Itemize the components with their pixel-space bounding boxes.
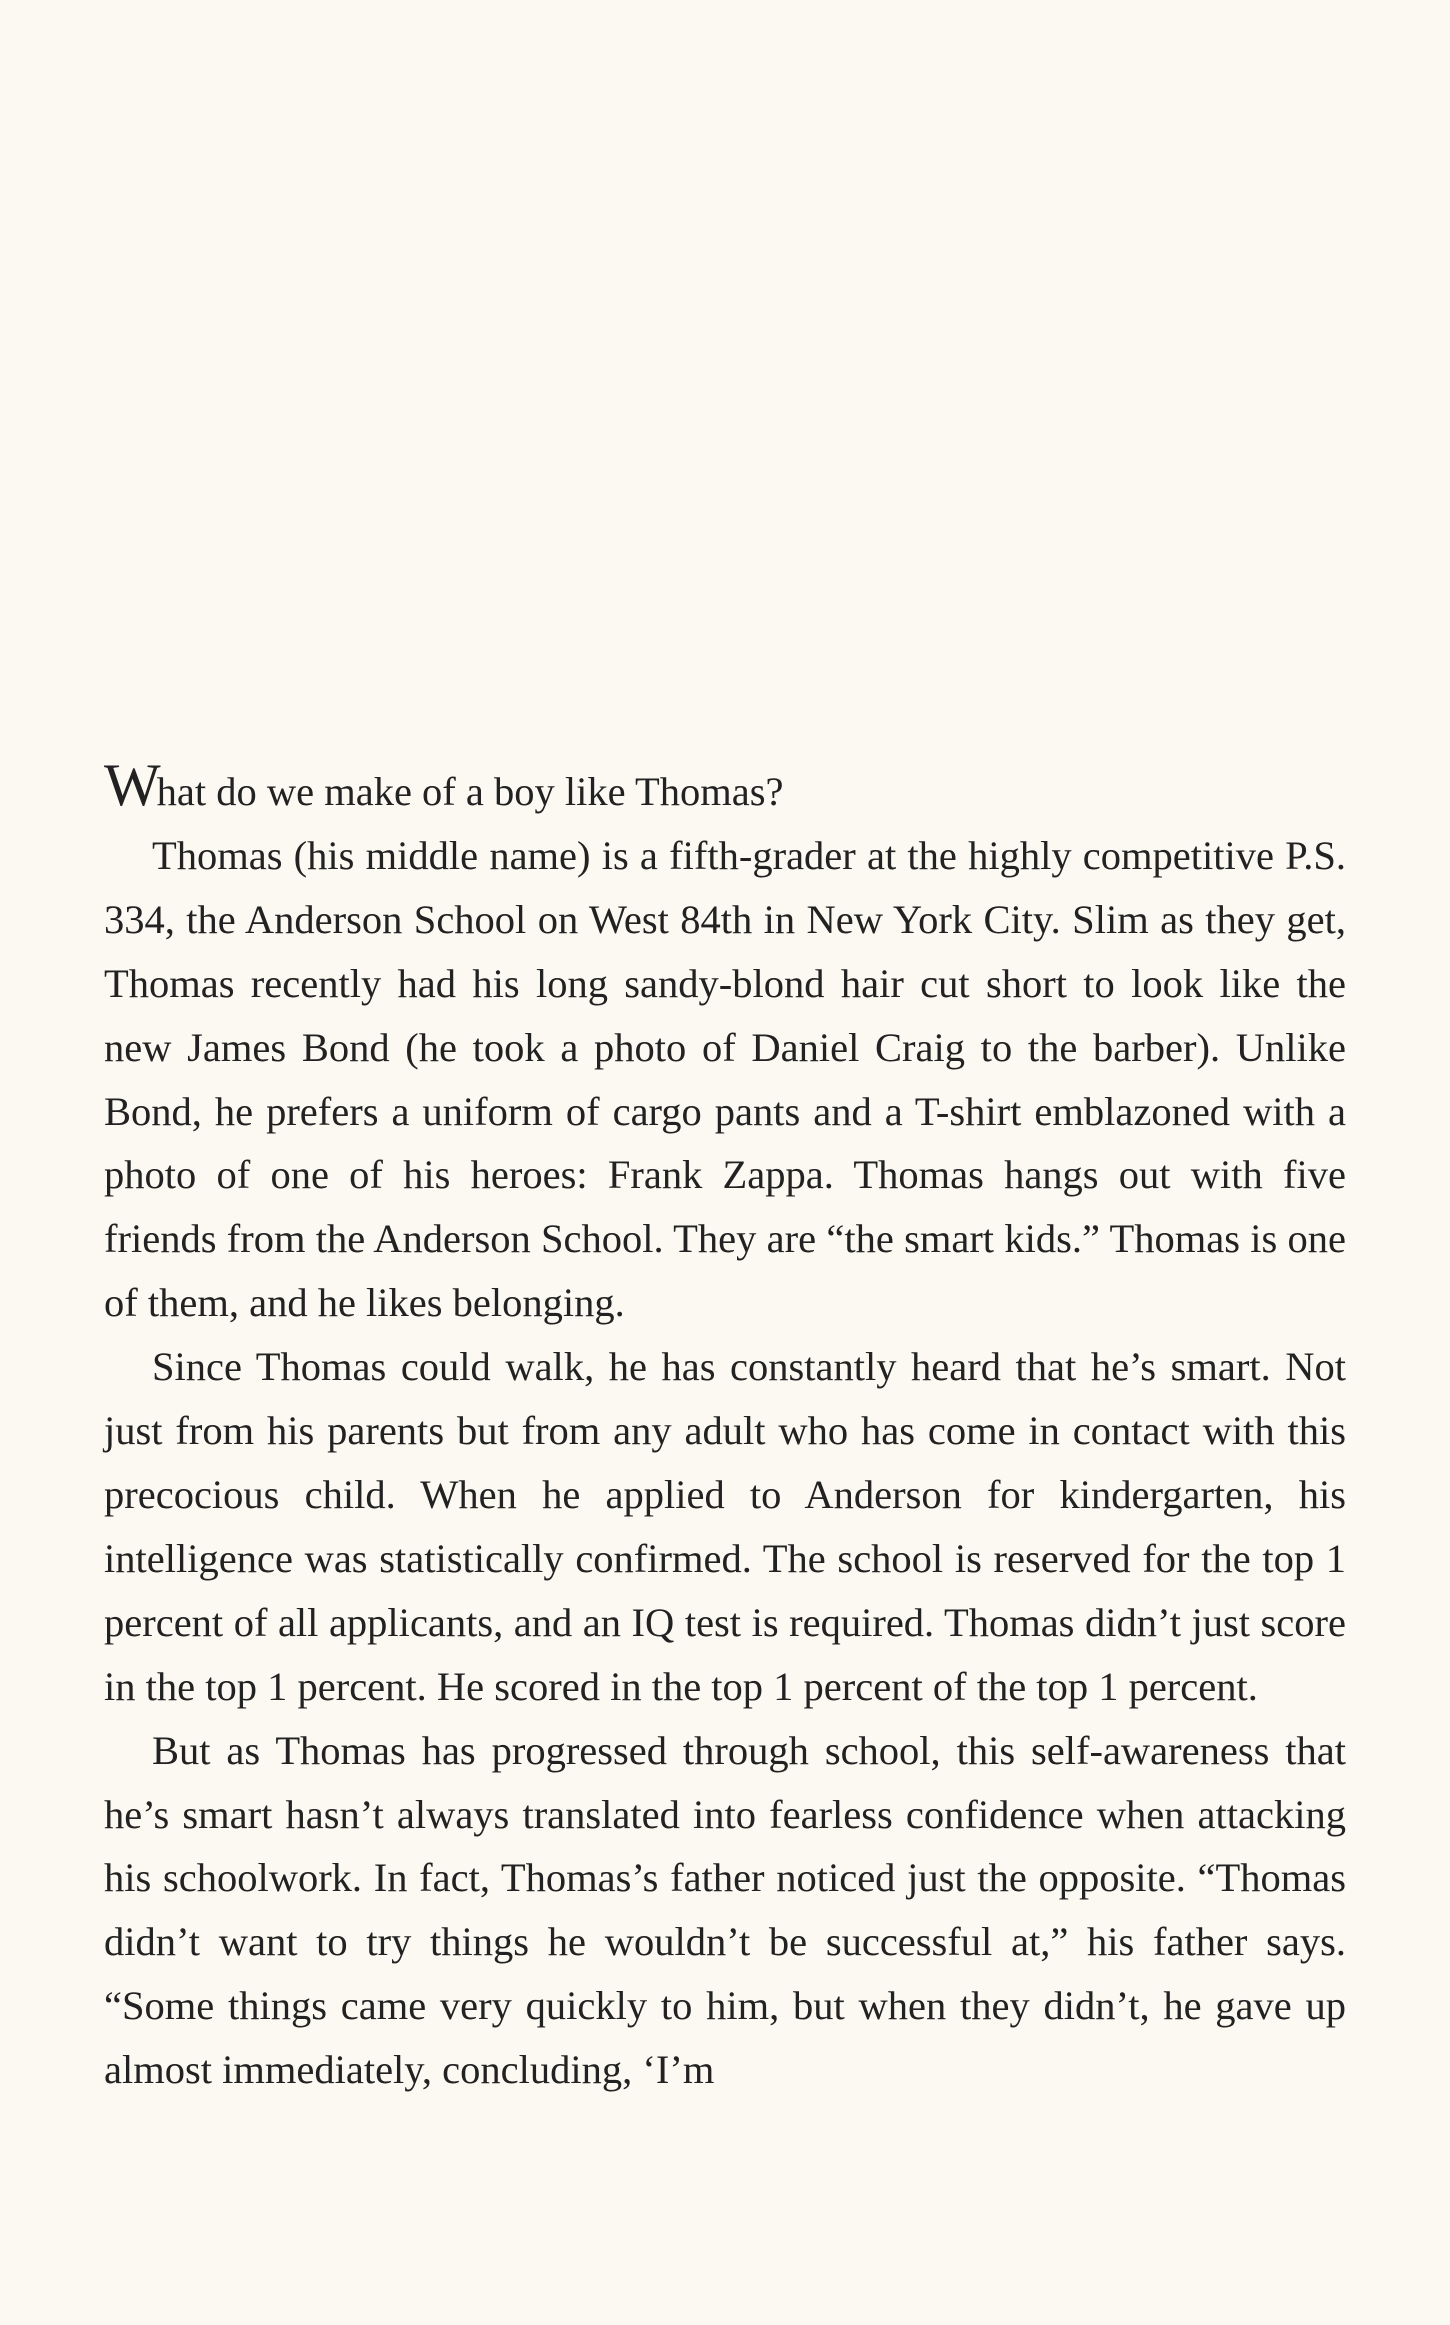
opening-line [104, 752, 1346, 824]
paragraph-1: Thomas (his middle name) is a fifth-grader at the highly competitive P.S. 334, the Anderson School on West 84th in New York City. Slim as they get, Thomas recently had his long sandy-blond hair cut short to look like the new James Bond (he took a photo of Daniel Craig to the barber). Unlike Bond, he prefers a uniform of cargo pants and a T-shirt emblazoned with a photo of one of his heroes: Frank Zappa. Thomas hangs out with five friends from the Anderson School. They are “the smart kids.” Thomas is one of them, and he likes belonging. [104, 832, 1346, 1326]
paragraph-3: But as Thomas has progressed through school, this self-awareness that he’s smart hasn’t always translated into fearless confidence when attacking his schoolwork. In fact, Thomas’s father noticed just the opposite. “Thomas didn’t want to try things he wouldn’t be successful at,” his father says. “Some things came very quickly to him, but when they didn’t, he gave up almost immediately, concluding, ‘I’m [104, 1727, 1346, 2093]
paragraph-2: Since Thomas could walk, he has constantly heard that he’s smart. Not just from his parents but from any adult who has come in contact with this precocious child. When he applied to Anderson for kindergarten, his intelligence was statistically confirmed. The school is reserved for the top 1 percent of all applicants, and an IQ test is required. Thomas didn’t just score in the top 1 percent. He scored in the top 1 percent of the top 1 percent. [104, 1344, 1346, 1709]
opening-sentence: hat do we make of a boy like Thomas? [156, 769, 784, 814]
body-text [104, 752, 1346, 2102]
drop-initial: W [104, 752, 157, 818]
